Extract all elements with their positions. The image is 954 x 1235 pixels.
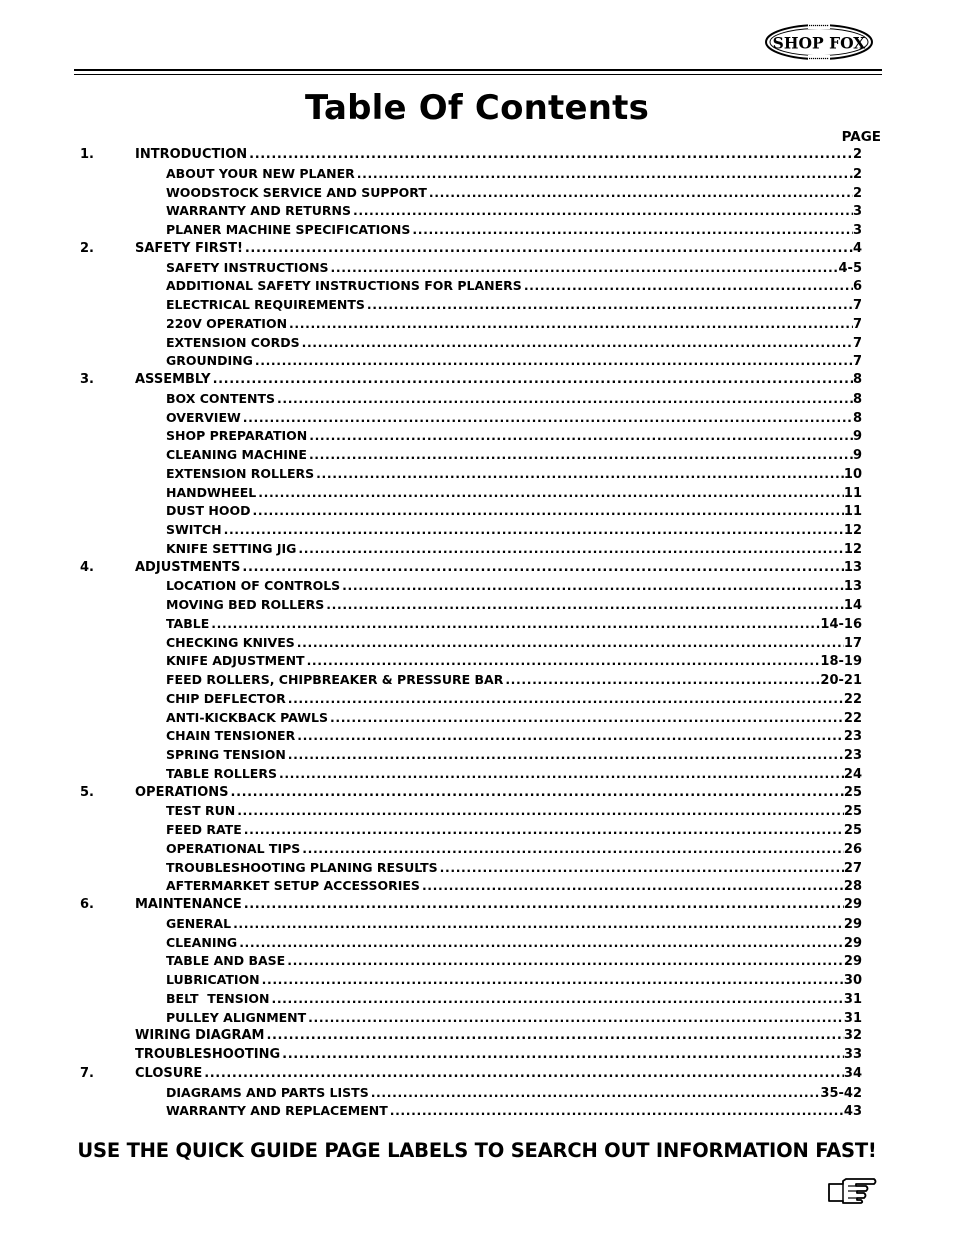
toc-entry xyxy=(166,596,862,616)
toc-entry-label: SHOP PREPARATION xyxy=(166,428,308,444)
toc-row xyxy=(80,1027,862,1046)
toc-row xyxy=(80,1102,862,1121)
toc-page-number: 3 xyxy=(852,223,862,238)
toc-page-number: 18-19 xyxy=(820,654,862,670)
dot-leader xyxy=(211,615,820,634)
dot-leader xyxy=(279,765,844,784)
svg-text:SHOP FOX: SHOP FOX xyxy=(772,33,866,53)
toc-section-number: 1. xyxy=(80,147,94,162)
toc-entry-label: INTRODUCTION xyxy=(135,147,248,162)
toc-row xyxy=(80,221,862,240)
toc-page-number: 2 xyxy=(852,185,862,201)
toc-page-number: 29 xyxy=(843,954,862,970)
page-title: Table Of Contents xyxy=(304,88,650,128)
toc-entry-label: WIRING DIAGRAM xyxy=(135,1028,265,1044)
toc-row xyxy=(80,259,862,278)
toc-page-number: 24 xyxy=(843,766,862,782)
toc-section-number: 7. xyxy=(80,1065,94,1081)
toc-page-number: 23 xyxy=(843,748,862,763)
toc-row xyxy=(80,1065,862,1084)
toc-entry xyxy=(166,990,862,1010)
dot-leader xyxy=(244,896,844,915)
toc-row xyxy=(80,296,862,315)
toc-page-number: 22 xyxy=(843,710,862,726)
toc-page-number: 7 xyxy=(852,298,862,313)
toc-row xyxy=(80,727,862,746)
toc-entry-label: AFTERMARKET SETUP ACCESSORIES xyxy=(166,878,420,894)
toc-entry xyxy=(166,184,862,204)
toc-row xyxy=(80,390,862,409)
toc-entry xyxy=(166,427,862,447)
toc-row xyxy=(80,427,862,446)
dot-leader xyxy=(302,840,844,859)
toc-entry xyxy=(166,690,862,710)
toc-entry-label: ABOUT YOUR NEW PLANER xyxy=(166,165,355,181)
toc-row xyxy=(80,465,862,484)
dot-leader xyxy=(231,784,844,803)
dot-leader xyxy=(282,1046,844,1065)
toc-page-number: 25 xyxy=(843,804,862,820)
toc-row xyxy=(80,934,862,953)
toc-page-number: 29 xyxy=(843,935,862,951)
toc-page-number: 25 xyxy=(843,784,862,800)
toc-entry-label: LOCATION OF CONTROLS xyxy=(166,578,341,594)
toc-entry xyxy=(166,915,862,935)
toc-page-number: 11 xyxy=(843,504,862,520)
toc-page-number: 35-42 xyxy=(820,1085,862,1101)
dot-leader xyxy=(440,859,844,878)
pointing-hand-icon xyxy=(826,1176,878,1204)
header-rule xyxy=(74,69,882,71)
toc-row xyxy=(80,277,862,296)
toc-entry xyxy=(166,315,862,335)
toc-row xyxy=(80,521,862,540)
dot-leader xyxy=(243,409,853,428)
toc-entry-label: PLANER MACHINE SPECIFICATIONS xyxy=(166,222,411,237)
toc-entry xyxy=(166,334,862,354)
toc-row xyxy=(80,577,862,596)
toc-entry-label: TABLE xyxy=(166,615,210,631)
toc-page-number: 2 xyxy=(852,166,862,182)
toc-entry-label: TROUBLESHOOTING xyxy=(135,1047,281,1062)
toc-page-number: 17 xyxy=(843,635,862,651)
toc-row xyxy=(80,821,862,840)
toc-row xyxy=(80,540,862,559)
toc-entry-label: BOX CONTENTS xyxy=(166,390,276,406)
dot-leader xyxy=(412,221,853,240)
toc-page-number: 4 xyxy=(852,240,862,256)
toc-entry-label: PULLEY ALIGNMENT xyxy=(166,1009,307,1025)
dot-leader xyxy=(422,877,844,896)
toc-row xyxy=(80,802,862,821)
toc-page-number: 2 xyxy=(852,147,862,162)
toc-entry xyxy=(166,652,862,672)
dot-leader xyxy=(213,371,853,390)
toc-page-number: 43 xyxy=(843,1104,862,1120)
dot-leader xyxy=(429,184,853,203)
dot-leader xyxy=(297,634,844,653)
toc-row xyxy=(80,315,862,334)
toc-row xyxy=(80,484,862,503)
toc-page-number: 20-21 xyxy=(820,673,862,688)
toc-entry xyxy=(166,577,862,597)
toc-entry xyxy=(166,952,862,972)
toc-entry-label: CHIP DEFLECTOR xyxy=(166,690,286,706)
toc-entry-label: KNIFE ADJUSTMENT xyxy=(166,653,305,669)
toc-entry xyxy=(166,859,862,879)
toc-page-number: 10 xyxy=(843,466,862,482)
toc-page-number: 31 xyxy=(843,991,862,1007)
toc-entry-label: TABLE ROLLERS xyxy=(166,765,277,781)
dot-leader xyxy=(239,934,844,953)
toc-entry xyxy=(166,465,862,485)
dot-leader xyxy=(309,427,853,446)
dot-leader xyxy=(297,727,844,746)
toc-page-number: 26 xyxy=(843,841,862,857)
toc-row xyxy=(80,652,862,671)
toc-entry xyxy=(135,146,862,165)
dot-leader xyxy=(307,652,821,671)
toc-row xyxy=(80,371,862,390)
toc-entry-label: EXTENSION ROLLERS xyxy=(166,465,315,481)
toc-page-number: 14 xyxy=(843,598,862,613)
toc-page-number: 8 xyxy=(852,391,862,407)
dot-leader xyxy=(266,1027,843,1046)
dot-leader xyxy=(271,990,843,1009)
toc-page-number: 31 xyxy=(843,1010,862,1026)
dot-leader xyxy=(342,577,844,596)
page-column-label: PAGE xyxy=(841,129,881,145)
toc-page-number: 8 xyxy=(852,372,862,387)
toc-entry xyxy=(166,352,862,372)
dot-leader xyxy=(249,146,853,165)
toc-page-number: 33 xyxy=(843,1047,862,1062)
toc-entry-label: OVERVIEW xyxy=(166,409,241,425)
toc-entry-label: FEED ROLLERS, CHIPBREAKER & PRESSURE BAR xyxy=(166,672,504,687)
toc-entry-label: CLEANING xyxy=(166,934,238,950)
dot-leader xyxy=(316,465,844,484)
toc-entry xyxy=(166,409,862,429)
dot-leader xyxy=(253,502,844,521)
toc-section-number: 3. xyxy=(80,372,94,387)
toc-row xyxy=(80,146,862,165)
toc-page-number: 25 xyxy=(843,823,862,838)
toc-row xyxy=(80,1009,862,1028)
toc-section-number: 6. xyxy=(80,897,94,912)
toc-page-number: 29 xyxy=(843,916,862,932)
dot-leader xyxy=(288,746,844,765)
toc-page-number: 7 xyxy=(852,316,862,332)
toc-entry-label: 220V OPERATION xyxy=(166,315,288,331)
toc-row xyxy=(80,352,862,371)
dot-leader xyxy=(277,390,853,409)
toc-page-number: 14-16 xyxy=(820,616,862,632)
toc-entry xyxy=(135,1046,862,1065)
toc-entry-label: ELECTRICAL REQUIREMENTS xyxy=(166,297,365,312)
toc-entry xyxy=(166,671,862,691)
toc-row xyxy=(80,877,862,896)
toc-section-number: 4. xyxy=(80,559,94,575)
toc-entry-label: WARRANTY AND RETURNS xyxy=(166,203,352,219)
dot-leader xyxy=(237,802,844,821)
toc-page-number: 9 xyxy=(852,429,862,445)
dot-leader xyxy=(287,952,844,971)
toc-row xyxy=(80,634,862,653)
dot-leader xyxy=(524,277,853,296)
dot-leader xyxy=(308,1009,844,1028)
toc-entry xyxy=(166,746,862,766)
toc-page-number: 28 xyxy=(843,879,862,895)
toc-entry xyxy=(166,390,862,410)
header-rule-thin xyxy=(74,74,882,75)
toc-entry xyxy=(166,877,862,897)
dot-leader xyxy=(371,1084,821,1103)
toc-entry xyxy=(166,165,862,185)
toc-row xyxy=(80,765,862,784)
toc-entry xyxy=(166,259,862,279)
dot-leader xyxy=(367,296,853,315)
toc-entry-label: WOODSTOCK SERVICE AND SUPPORT xyxy=(166,184,427,200)
toc-entry-label: DIAGRAMS AND PARTS LISTS xyxy=(166,1084,369,1100)
toc-row xyxy=(80,1046,862,1065)
toc-row xyxy=(80,709,862,728)
dot-leader xyxy=(505,671,820,690)
toc-entry xyxy=(166,727,862,747)
toc-page-number: 11 xyxy=(843,485,862,501)
toc-entry xyxy=(166,277,862,297)
toc-entry xyxy=(135,784,862,803)
toc-entry-label: OPERATIONS xyxy=(135,784,229,800)
toc-row xyxy=(80,915,862,934)
toc-section-number: 2. xyxy=(80,240,94,256)
toc-row xyxy=(80,596,862,615)
dot-leader xyxy=(262,971,844,990)
toc-entry xyxy=(166,634,862,654)
dot-leader xyxy=(298,540,844,559)
toc-row xyxy=(80,184,862,203)
toc-page-number: 7 xyxy=(852,335,862,351)
toc-entry xyxy=(166,502,862,522)
dot-leader xyxy=(353,202,853,221)
toc-page-number: 30 xyxy=(843,973,862,988)
toc-entry-label: WARRANTY AND REPLACEMENT xyxy=(166,1103,388,1119)
toc-entry-label: DUST HOOD xyxy=(166,503,251,519)
toc-entry xyxy=(166,1102,862,1122)
toc-entry-label: SAFETY INSTRUCTIONS xyxy=(166,259,329,275)
toc-entry xyxy=(166,221,862,241)
toc-entry-label: SPRING TENSION xyxy=(166,747,286,762)
toc-entry xyxy=(135,240,862,259)
toc-entry-label: SAFETY FIRST! xyxy=(135,240,243,256)
toc-entry xyxy=(166,971,862,991)
dot-leader xyxy=(309,446,853,465)
toc-entry-label: TABLE AND BASE xyxy=(166,953,286,969)
toc-entry xyxy=(166,521,862,541)
toc-row xyxy=(80,859,862,878)
toc-entry-label: FEED RATE xyxy=(166,822,242,837)
toc-entry-label: MOVING BED ROLLERS xyxy=(166,597,325,612)
toc-entry xyxy=(166,802,862,822)
toc-row xyxy=(80,165,862,184)
toc-row xyxy=(80,334,862,353)
dot-leader xyxy=(245,240,853,259)
dot-leader xyxy=(357,165,853,184)
quick-guide-tip: USE THE QUICK GUIDE PAGE LABELS TO SEARCH OUT INFORMATION FAST! xyxy=(77,1139,877,1162)
toc-row xyxy=(80,202,862,221)
toc-entry-label: EXTENSION CORDS xyxy=(166,334,300,350)
toc-entry-label: SWITCH xyxy=(166,522,222,537)
toc-entry-label: CHECKING KNIVES xyxy=(166,634,295,650)
dot-leader xyxy=(244,821,844,840)
toc-entry-label: HANDWHEEL xyxy=(166,484,257,500)
dot-leader xyxy=(233,915,844,934)
toc-entry xyxy=(166,202,862,222)
toc-entry xyxy=(166,821,862,841)
toc-page-number: 9 xyxy=(852,448,862,463)
toc-entry xyxy=(166,484,862,504)
toc-entry-label: TROUBLESHOOTING PLANING RESULTS xyxy=(166,859,438,875)
toc-entry-label: CLOSURE xyxy=(135,1065,203,1081)
toc-entry-label: ANTI-KICKBACK PAWLS xyxy=(166,709,328,725)
toc-row xyxy=(80,1084,862,1103)
toc-row xyxy=(80,240,862,259)
toc-page-number: 12 xyxy=(843,541,862,557)
toc-entry-label: GROUNDING xyxy=(166,353,253,369)
table-of-contents xyxy=(80,146,862,1121)
toc-entry-label: CHAIN TENSIONER xyxy=(166,728,296,744)
toc-entry xyxy=(135,559,862,578)
toc-entry-label: ADDITIONAL SAFETY INSTRUCTIONS FOR PLANERS xyxy=(166,278,522,294)
toc-row xyxy=(80,409,862,428)
dot-leader xyxy=(330,709,844,728)
dot-leader xyxy=(255,352,853,371)
toc-row xyxy=(80,896,862,915)
toc-entry xyxy=(135,1027,862,1046)
dot-leader xyxy=(326,596,844,615)
toc-entry xyxy=(166,709,862,729)
toc-row xyxy=(80,559,862,578)
toc-row xyxy=(80,671,862,690)
toc-entry-label: ASSEMBLY xyxy=(135,372,211,387)
toc-row xyxy=(80,615,862,634)
toc-entry xyxy=(166,765,862,785)
dot-leader xyxy=(302,334,853,353)
dot-leader xyxy=(258,484,844,503)
toc-entry-label: BELT TENSION xyxy=(166,990,270,1006)
toc-entry-label: KNIFE SETTING JIG xyxy=(166,540,297,556)
toc-row xyxy=(80,840,862,859)
toc-entry xyxy=(166,296,862,316)
toc-page-number: 6 xyxy=(852,279,862,295)
dot-leader xyxy=(224,521,844,540)
toc-entry xyxy=(166,446,862,466)
toc-entry xyxy=(166,934,862,954)
toc-page-number: 3 xyxy=(852,204,862,220)
toc-entry-label: CLEANING MACHINE xyxy=(166,447,307,462)
dot-leader xyxy=(331,259,839,278)
toc-entry xyxy=(135,896,862,915)
toc-entry-label: TEST RUN xyxy=(166,803,236,819)
toc-row xyxy=(80,990,862,1009)
toc-page-number: 34 xyxy=(843,1065,862,1081)
dot-leader xyxy=(390,1102,844,1121)
toc-row xyxy=(80,446,862,465)
toc-page-number: 12 xyxy=(843,523,862,538)
toc-page-number: 13 xyxy=(843,579,862,595)
toc-row xyxy=(80,784,862,803)
toc-page-number: 32 xyxy=(843,1028,862,1044)
toc-row xyxy=(80,971,862,990)
toc-entry xyxy=(135,371,862,390)
toc-page-number: 22 xyxy=(843,691,862,707)
shop-fox-logo xyxy=(764,21,874,63)
toc-page-number: 13 xyxy=(843,559,862,575)
toc-entry-label: GENERAL xyxy=(166,915,232,931)
dot-leader xyxy=(289,315,853,334)
toc-entry-label: MAINTENANCE xyxy=(135,897,242,912)
toc-page-number: 8 xyxy=(852,410,862,426)
toc-row xyxy=(80,746,862,765)
toc-section-number: 5. xyxy=(80,784,94,800)
toc-entry xyxy=(166,615,862,635)
toc-entry xyxy=(135,1065,862,1084)
dot-leader xyxy=(204,1065,844,1084)
toc-row xyxy=(80,502,862,521)
toc-row xyxy=(80,952,862,971)
toc-page-number: 27 xyxy=(843,860,862,876)
toc-entry xyxy=(166,840,862,860)
toc-entry-label: ADJUSTMENTS xyxy=(135,559,241,575)
toc-row xyxy=(80,690,862,709)
toc-entry xyxy=(166,540,862,560)
toc-page-number: 4-5 xyxy=(838,260,862,276)
toc-page-number: 23 xyxy=(843,729,862,745)
toc-page-number: 29 xyxy=(843,897,862,912)
toc-entry-label: LUBRICATION xyxy=(166,972,260,987)
dot-leader xyxy=(242,559,844,578)
toc-entry xyxy=(166,1084,862,1104)
dot-leader xyxy=(288,690,844,709)
toc-entry-label: OPERATIONAL TIPS xyxy=(166,840,301,856)
toc-entry xyxy=(166,1009,862,1029)
toc-page-number: 7 xyxy=(852,354,862,370)
